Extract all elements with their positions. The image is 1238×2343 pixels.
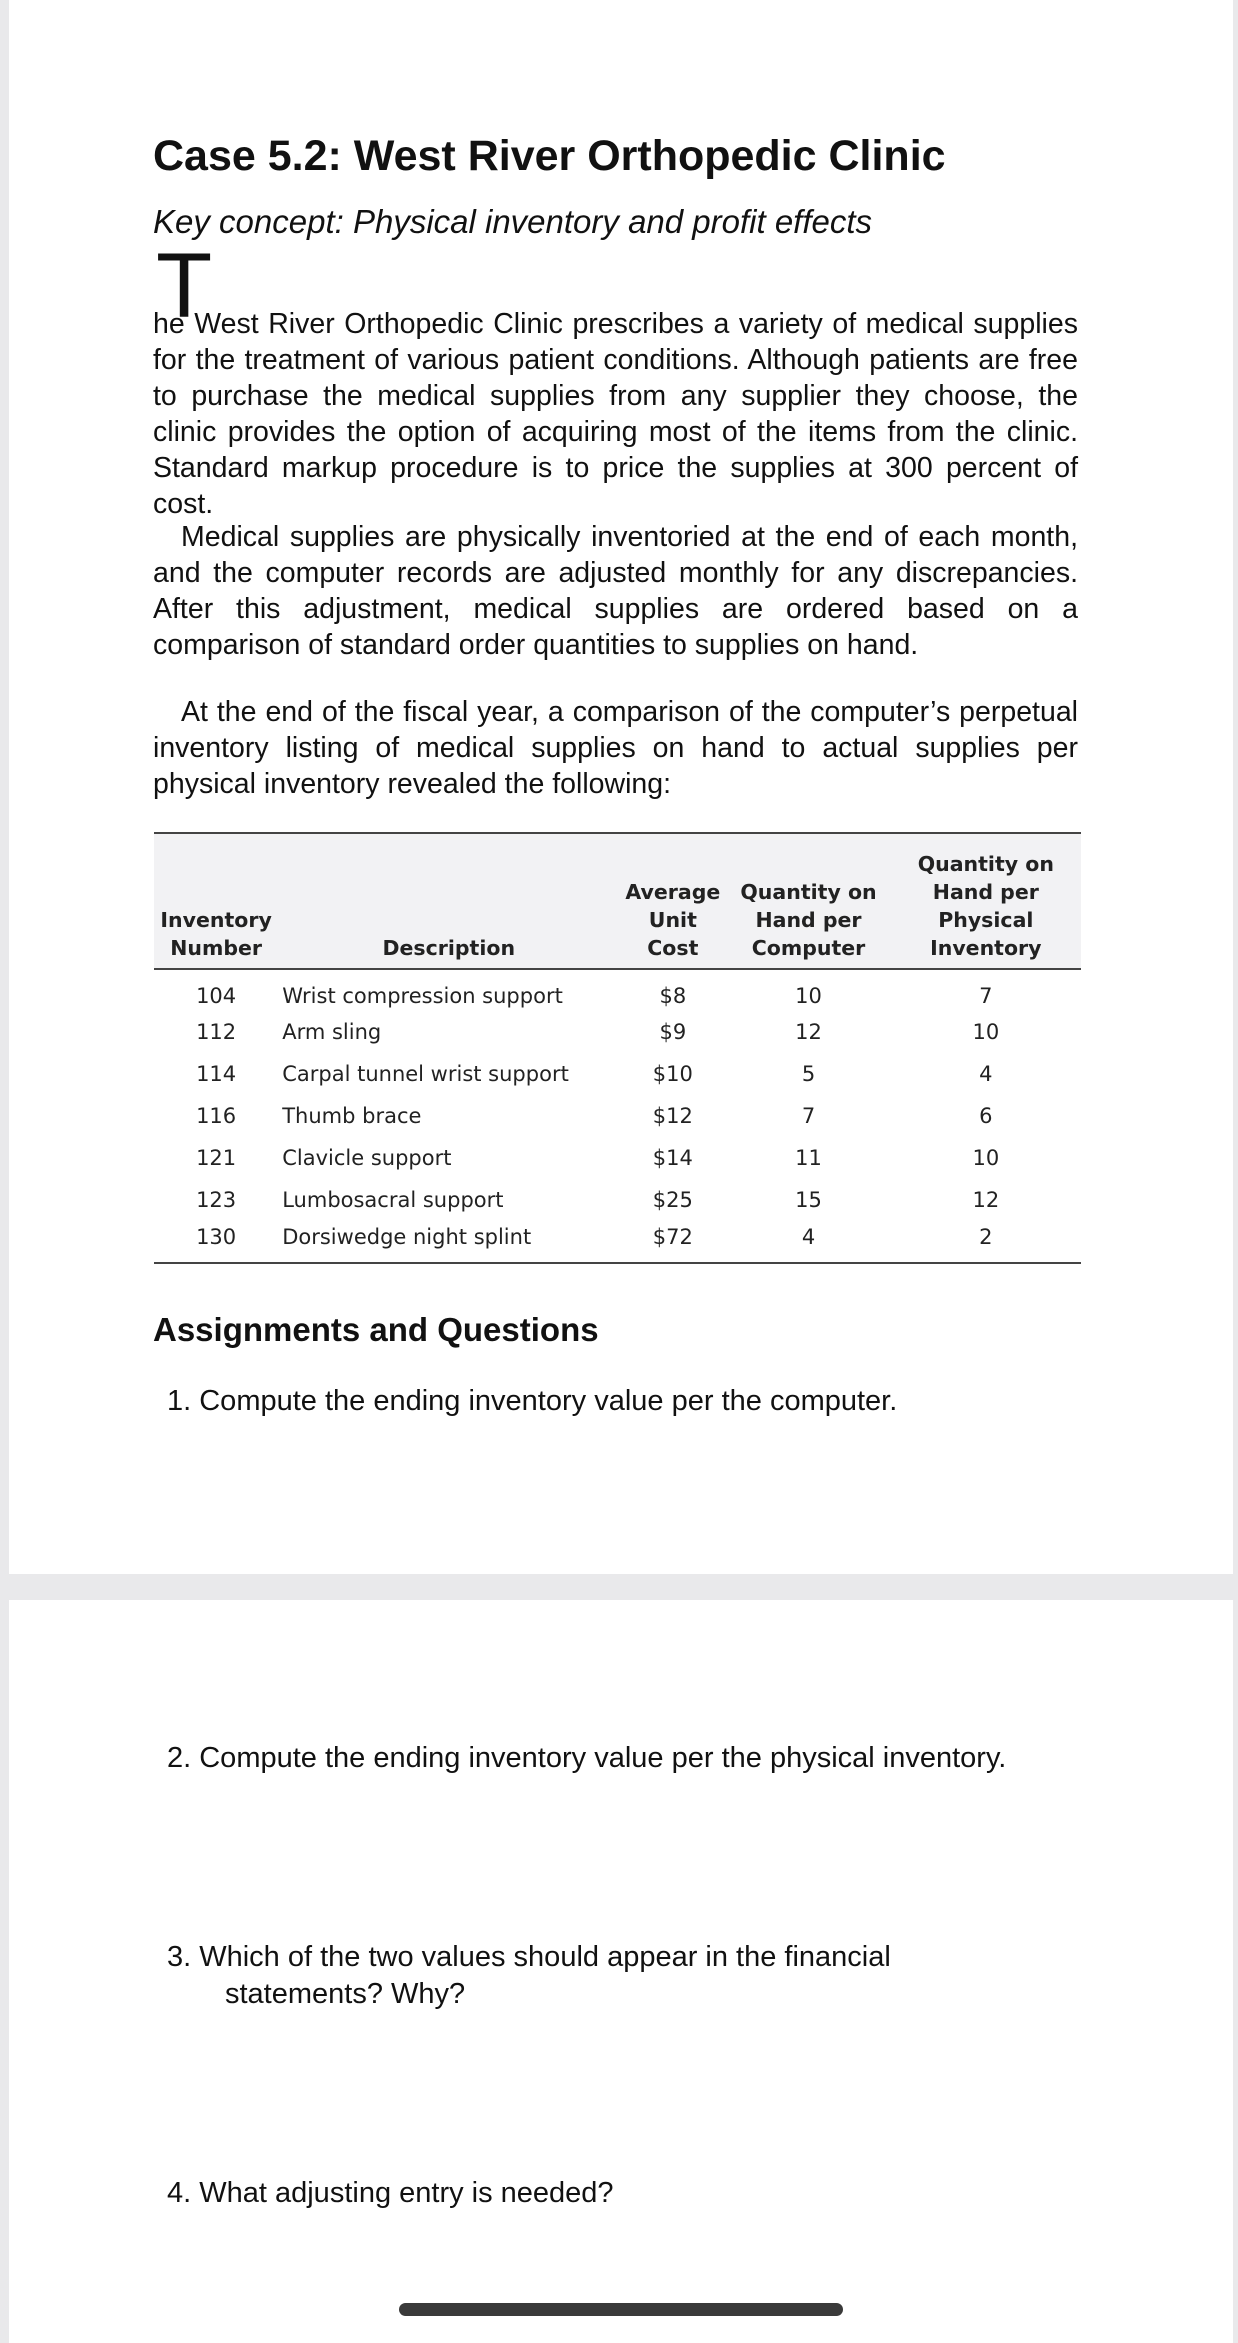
header-description: Description (382, 936, 516, 960)
assignments-heading: Assignments and Questions (153, 1311, 599, 1348)
table-row (154, 1011, 1081, 1053)
case-title: Case 5.2: West River Orthopedic Clinic (153, 132, 946, 180)
cell-unit-cost: $72 (652, 1224, 693, 1249)
table-row (154, 969, 1081, 1011)
cell-description: Wrist compression support (282, 983, 563, 1008)
cell-unit-cost: $12 (652, 1104, 693, 1128)
header-average-unit-cost: Average Unit Cost (625, 880, 721, 960)
cell-inventory-number: 112 (196, 1020, 237, 1044)
question-1: 1. Compute the ending inventory value per the computer. (167, 1385, 898, 1417)
header-inventory-number: Inventory Number (160, 908, 272, 960)
table-row (154, 1095, 1081, 1137)
cell-description: Arm sling (282, 1020, 382, 1044)
cell-qty-physical: 2 (979, 1224, 993, 1249)
cell-inventory-number: 121 (196, 1146, 237, 1170)
home-indicator[interactable] (399, 2303, 843, 2316)
cell-inventory-number: 130 (196, 1224, 237, 1249)
cell-qty-physical: 10 (972, 1146, 1000, 1170)
cell-qty-computer: 10 (795, 983, 822, 1008)
cell-inventory-number: 123 (196, 1188, 237, 1212)
cell-description: Clavicle support (282, 1146, 452, 1170)
findings-paragraph: At the end of the fiscal year, a comparison of the computer’s perpetual inventory listing of medical supplies on hand to actual supplies per physical inventory revealed the following: (153, 696, 1078, 800)
cell-qty-computer: 11 (795, 1146, 822, 1170)
cell-qty-physical: 4 (979, 1062, 993, 1086)
header-qty-physical: Quantity on Hand per Physical Inventory (917, 852, 1054, 960)
question-3-line-1: 3. Which of the two values should appear in the financial (167, 1941, 891, 1973)
question-3 (167, 1939, 927, 2013)
cell-inventory-number: 114 (196, 1062, 237, 1086)
cell-qty-computer: 7 (801, 1104, 816, 1128)
table-header-row (154, 833, 1081, 969)
cell-unit-cost: $8 (659, 983, 687, 1008)
cell-description: Lumbosacral support (282, 1188, 504, 1212)
cell-unit-cost: $25 (652, 1188, 693, 1212)
intro-paragraph: he West River Orthopedic Clinic prescribes a variety of medical supplies for the treatment of various patient conditions. Although patients are free to purchase the medical supplies from any supplier they choose, the clinic provides the option of acquiring most of the items from the clinic. Standard markup procedure is to price the supplies at 300 percent of cost. (153, 308, 1078, 520)
inventory-table (154, 832, 1081, 1264)
cell-inventory-number: 104 (196, 983, 237, 1008)
header-qty-computer: Quantity on Hand per Computer (740, 880, 877, 960)
cell-qty-physical: 6 (979, 1104, 993, 1128)
cell-qty-computer: 15 (795, 1188, 822, 1212)
question-2: 2. Compute the ending inventory value per the physical inventory. (167, 1742, 1007, 1774)
cell-description: Dorsiwedge night splint (282, 1224, 532, 1249)
table-row (154, 1137, 1081, 1179)
procedure-paragraph: Medical supplies are physically inventoried at the end of each month, and the computer records are adjusted monthly for any discrepancies. After this adjustment, medical supplies are ordered based on a comparison of standard order quantities to supplies on hand. (153, 521, 1078, 661)
cell-inventory-number: 116 (196, 1104, 237, 1128)
cell-qty-computer: 12 (795, 1020, 822, 1044)
question-3-line-2: statements? Why? (225, 1978, 466, 2010)
case-subtitle: Key concept: Physical inventory and profit effects (153, 203, 873, 240)
table-row (154, 1053, 1081, 1095)
table-row (154, 1179, 1081, 1221)
cell-qty-physical: 7 (979, 983, 993, 1008)
question-4: 4. What adjusting entry is needed? (167, 2177, 614, 2209)
cell-qty-computer: 5 (801, 1062, 816, 1086)
cell-qty-physical: 12 (972, 1188, 1000, 1212)
cell-unit-cost: $10 (652, 1062, 693, 1086)
cell-description: Thumb brace (282, 1104, 422, 1128)
cell-unit-cost: $9 (659, 1020, 687, 1044)
drop-cap: T (156, 235, 213, 337)
cell-unit-cost: $14 (652, 1146, 693, 1170)
cell-description: Carpal tunnel wrist support (282, 1062, 569, 1086)
cell-qty-computer: 4 (801, 1224, 816, 1249)
cell-qty-physical: 10 (972, 1020, 1000, 1044)
table-row (154, 1221, 1081, 1263)
